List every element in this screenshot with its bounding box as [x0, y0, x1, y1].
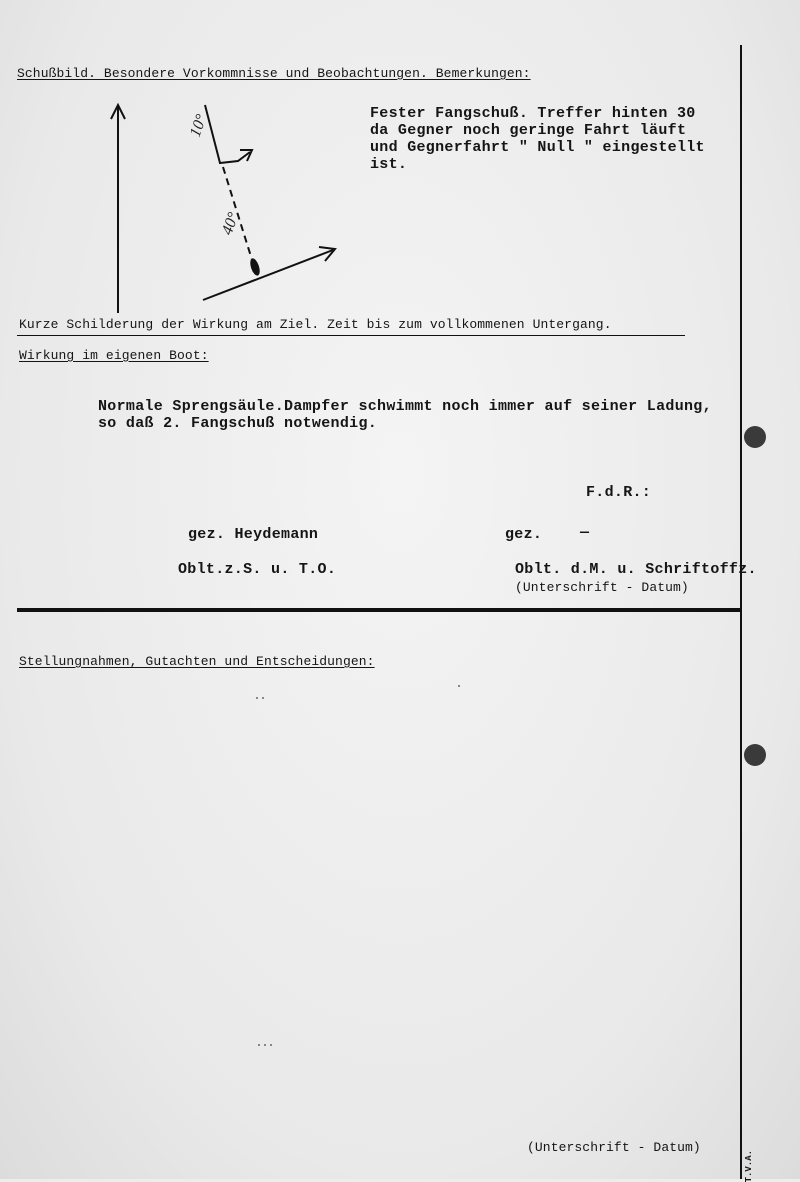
section-title-opinions: Stellungnahmen, Gutachten und Entscheidungen:: [19, 654, 375, 669]
section-title-schussbild: Schußbild. Besondere Vorkommnisse und Beobachtungen. Bemerkungen:: [17, 66, 531, 81]
sketch-track-turn: [205, 105, 250, 163]
divider-thick: [17, 608, 742, 612]
own-boat-line-2: so daß 2. Fangschuß notwendig.: [98, 415, 378, 432]
right-border-line: [740, 45, 742, 1179]
section-title-own-boat: Wirkung im eigenen Boot:: [19, 348, 209, 363]
remarks-line-4: ist.: [370, 156, 408, 173]
rank-right: Oblt. d.M. u. Schriftoffz.: [515, 561, 757, 578]
own-boat-line-1: Normale Sprengsäule.Dampfer schwimmt noch immer auf seiner Ladung,: [98, 398, 712, 415]
signed-right-dash: —: [580, 524, 590, 541]
sketch-label-top: 10°: [186, 112, 211, 140]
signed-right: gez.: [505, 526, 543, 543]
sketch-target-course: [203, 250, 333, 300]
remarks-line-3: und Gegnerfahrt " Null " eingestellt: [370, 139, 705, 156]
punch-hole-upper: [744, 426, 766, 448]
signature-caption-footer: (Unterschrift - Datum): [527, 1140, 701, 1155]
sketch-hit-point: [248, 257, 261, 277]
margin-mark: T.V.A.: [744, 1150, 754, 1182]
hit-sketch: [95, 95, 355, 320]
sketch-label-mid: 40°: [218, 210, 243, 238]
rank-left: Oblt.z.S. u. T.O.: [178, 561, 337, 578]
remarks-line-2: da Gegner noch geringe Fahrt läuft: [370, 122, 687, 139]
remarks-line-1: Fester Fangschuß. Treffer hinten 30: [370, 105, 696, 122]
signature-caption-upper: (Unterschrift - Datum): [515, 580, 689, 595]
fdr-label: F.d.R.:: [586, 484, 652, 501]
divider-thin: [17, 335, 685, 336]
section-title-effect-target: Kurze Schilderung der Wirkung am Ziel. Zeit bis zum vollkommenen Untergang.: [19, 317, 612, 332]
punch-hole-lower: [744, 744, 766, 766]
signed-left: gez. Heydemann: [188, 526, 319, 543]
